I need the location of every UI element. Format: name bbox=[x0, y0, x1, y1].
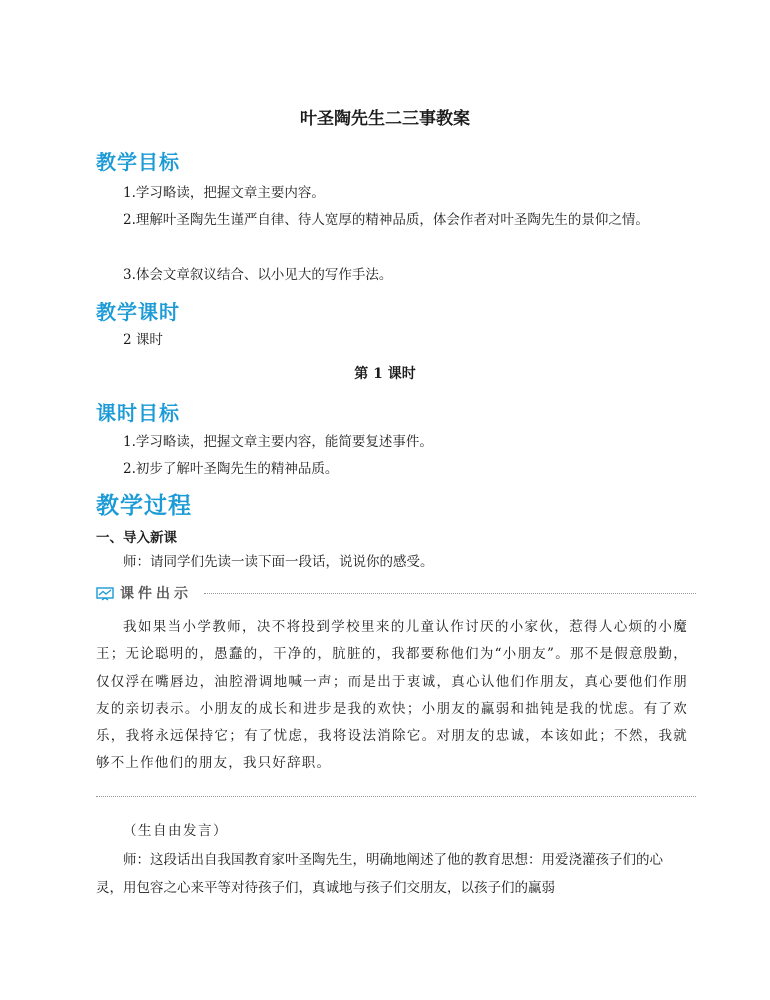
lesson-goal-item-1: 1.学习略读，把握文章主要内容，能简要复述事件。 bbox=[123, 434, 433, 450]
lesson-goal-item-2: 2.初步了解叶圣陶先生的精神品质。 bbox=[123, 461, 339, 477]
courseware-header bbox=[96, 583, 696, 605]
goal-item-3: 3.体会文章叙议结合、以小见大的写作手法。 bbox=[123, 267, 393, 283]
lesson-1-title: 第 1 课时 bbox=[354, 366, 416, 382]
hours-text: 2 课时 bbox=[123, 332, 163, 348]
step-1-title: 一、导入新课 bbox=[96, 530, 177, 546]
heading-lesson-goals: 课时目标 bbox=[96, 401, 180, 425]
courseware-quote: 我如果当小学教师，决不将投到学校里来的儿童认作讨厌的小家伙，惹得人心烦的小魔王；无论聪明的，愚蠢的，干净的，肮脏的，我都要称他们为“小朋友”。那不是假意殷勤，仅仅浮在嘴唇边，油腔滑调地喊一声；而是出于衷诚，真心认他们作朋友，真心要他们作朋友的亲切表示。小朋友的成长和进步是我的欢快；小朋友的赢弱和拙钝是我的忧虑。有了欢乐，我将永远保持它；有了忧虑，我将设法消除它。对朋友的忠诚，本该如此；不然，我就够不上作他们的朋友，我只好辞职。 bbox=[96, 619, 688, 772]
heading-teaching-goals: 教学目标 bbox=[96, 150, 180, 174]
goal-item-2: 2.理解叶圣陶先生谨严自律、待人宽厚的精神品质，体会作者对叶圣陶先生的景仰之情。 bbox=[123, 212, 649, 228]
document-title: 叶圣陶先生二三事教案 bbox=[300, 109, 470, 129]
courseware-label: 课件出示 bbox=[120, 586, 192, 602]
heading-teaching-process: 教学过程 bbox=[96, 493, 192, 519]
goal-item-1: 1.学习略读，把握文章主要内容。 bbox=[123, 185, 325, 201]
student-note: （生自由发言） bbox=[123, 823, 228, 839]
teacher-explanation: 师：这段话出自我国教育家叶圣陶先生，明确地阐述了他的教育思想：用爱浇灌孩子们的心灵，用包容之心来平等对待孩子们，真诚地与孩子们交朋友，以孩子们的赢弱 bbox=[96, 852, 663, 896]
slideshow-icon bbox=[96, 586, 114, 600]
callout-bottom-divider bbox=[96, 796, 696, 797]
heading-teaching-hours: 教学课时 bbox=[96, 300, 180, 324]
courseware-divider bbox=[204, 593, 696, 594]
step-1-text: 师：请同学们先读一读下面一段话，说说你的感受。 bbox=[123, 554, 434, 570]
